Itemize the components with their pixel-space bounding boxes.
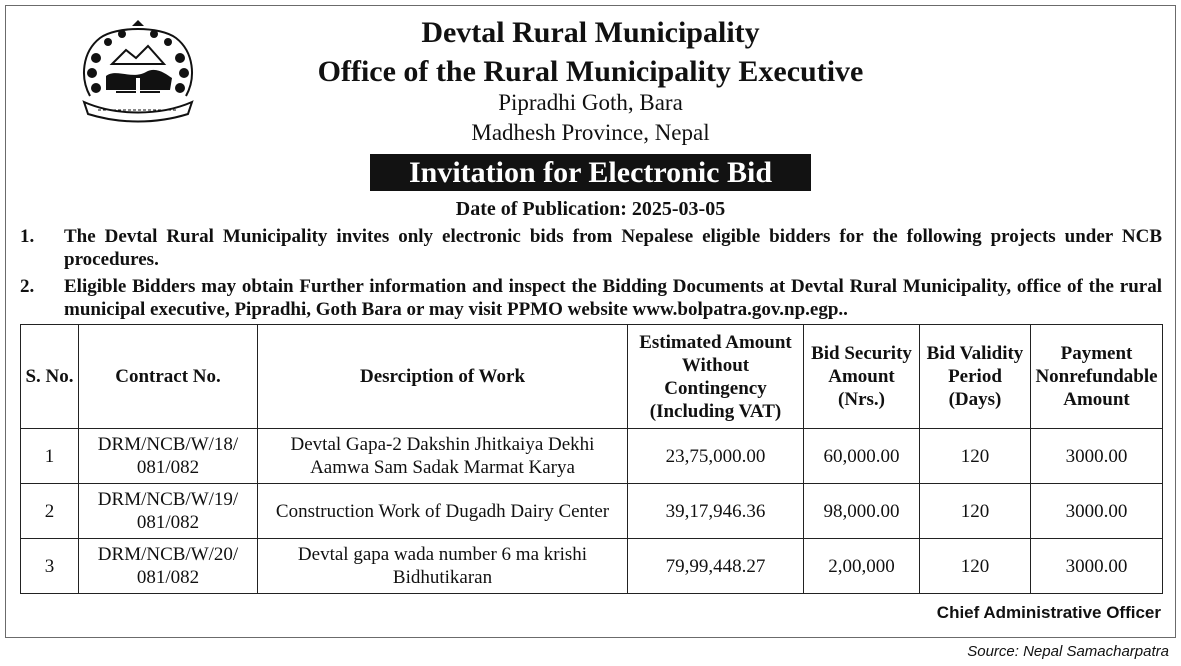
paragraph-text: The Devtal Rural Municipality invites only electronic bids from Nepalese eligible bidders for the following projects under NCB procedures. (64, 226, 1162, 270)
table-row (21, 539, 1163, 594)
cell-description: Devtal gapa wada number 6 ma krishi Bidhutikaran (258, 539, 628, 594)
cell-contract-no: DRM/NCB/W/19/ 081/082 (79, 484, 258, 539)
header-description: Desrciption of Work (258, 325, 628, 429)
cell-bid-validity: 120 (920, 484, 1031, 539)
cell-payment: 3000.00 (1031, 429, 1163, 484)
header-contract-no: Contract No. (79, 325, 258, 429)
cell-sno: 2 (21, 484, 79, 539)
header-payment: Payment Nonrefundable Amount (1031, 325, 1163, 429)
cell-bid-security: 2,00,000 (804, 539, 920, 594)
paragraph-number: 1. (20, 226, 35, 247)
cell-description: Devtal Gapa-2 Dakshin Jhitkaiya Dekhi Aamwa Sam Sadak Marmat Karya (258, 429, 628, 484)
cell-estimated-amount: 79,99,448.27 (628, 539, 804, 594)
cell-bid-security: 98,000.00 (804, 484, 920, 539)
cell-bid-validity: 120 (920, 539, 1031, 594)
header-estimated-amount: Estimated Amount Without Contingency (Including VAT) (628, 325, 804, 429)
publication-date: Date of Publication: 2025-03-05 (455, 198, 726, 220)
cell-payment: 3000.00 (1031, 539, 1163, 594)
signatory: Chief Administrative Officer (936, 603, 1161, 622)
header-sno: S. No. (21, 325, 79, 429)
cell-estimated-amount: 23,75,000.00 (628, 429, 804, 484)
table-row (21, 429, 1163, 484)
paragraph-text: Eligible Bidders may obtain Further information and inspect the Bidding Documents at Devtal Rural Municipality, office of the rural municipal executive, Pipradhi, Goth Bara or may visit PPMO website www.bolpatra.gov.np.egp.. (64, 276, 1162, 320)
cell-bid-security: 60,000.00 (804, 429, 920, 484)
cell-estimated-amount: 39,17,946.36 (628, 484, 804, 539)
table-header-row (21, 325, 1163, 429)
org-name: Devtal Rural Municipality (421, 16, 760, 49)
cell-bid-validity: 120 (920, 429, 1031, 484)
table-row (21, 484, 1163, 539)
paragraph-2 (20, 275, 1162, 321)
cell-contract-no: DRM/NCB/W/18/ 081/082 (79, 429, 258, 484)
paragraph-1 (20, 225, 1162, 271)
header-bid-security: Bid Security Amount (Nrs.) (804, 325, 920, 429)
paragraph-number: 2. (20, 276, 35, 297)
cell-sno: 1 (21, 429, 79, 484)
notice-title: Invitation for Electronic Bid (370, 154, 811, 191)
source-credit: Source: Nepal Samacharpatra (967, 643, 1169, 660)
header-bid-validity: Bid Validity Period (Days) (920, 325, 1031, 429)
address-line-1: Pipradhi Goth, Bara (498, 90, 683, 115)
address-line-2: Madhesh Province, Nepal (471, 120, 710, 145)
office-name: Office of the Rural Municipality Executive (317, 55, 864, 88)
bid-table (20, 324, 1163, 594)
cell-description: Construction Work of Dugadh Dairy Center (258, 484, 628, 539)
cell-payment: 3000.00 (1031, 484, 1163, 539)
cell-sno: 3 (21, 539, 79, 594)
cell-contract-no: DRM/NCB/W/20/ 081/082 (79, 539, 258, 594)
